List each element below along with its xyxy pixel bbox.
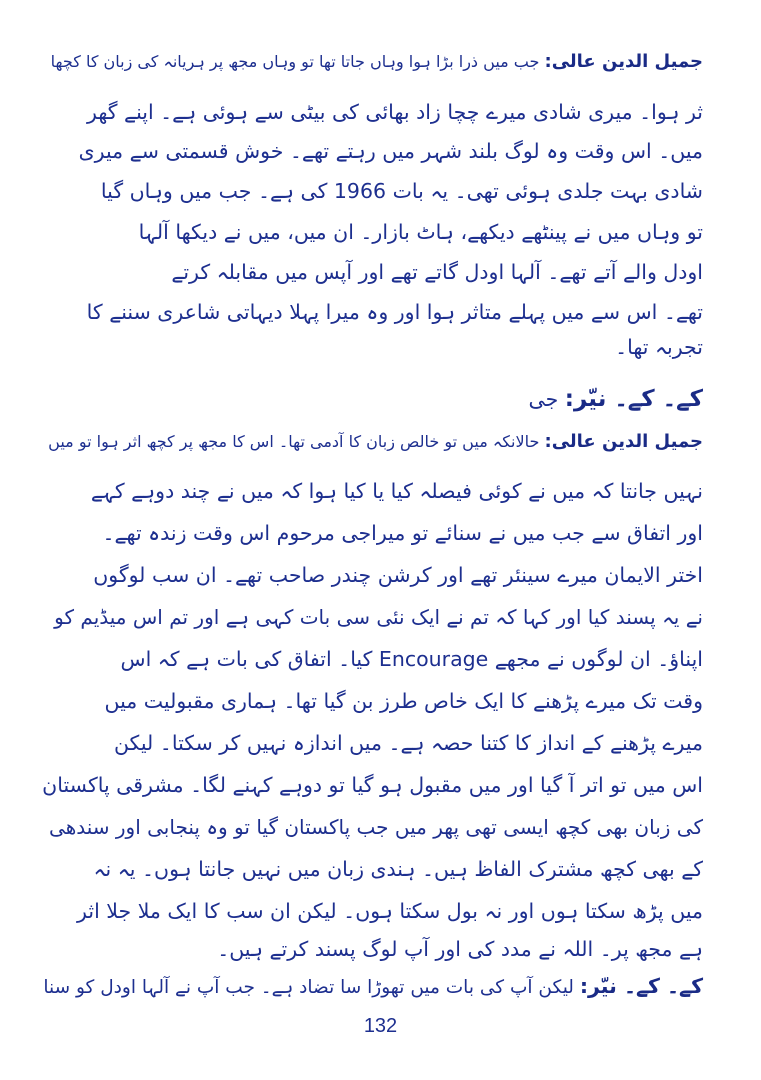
dialogue-line: تو وہاں میں نے پینٹھے دیکھے، ہاٹ بازار۔ ان میں، میں نے دیکھا آلہا — [138, 220, 703, 244]
dialogue-line: کی زبان بھی کچھ ایسی تھی پھر میں جب پاکستان گیا تو وہ پنجابی اور سندھی — [49, 815, 703, 839]
page-number: 132 — [363, 1015, 398, 1037]
dialogue-line: ثر ہوا۔ میری شادی میرے چچا زاد بھائی کی بیٹی سے ہوئی ہے۔ اپنے گھر — [87, 100, 703, 124]
dialogue-line — [43, 972, 703, 1002]
dialogue-line: میں پڑھ سکتا ہوں اور نہ بول سکتا ہوں۔ لیکن ان سب کا ایک ملا جلا اثر — [77, 899, 703, 923]
dialogue-line: کے بھی کچھ مشترک الفاظ ہیں۔ ہندی زبان میں نہیں جانتا ہوں۔ یہ نہ — [93, 857, 703, 881]
speaker-name: کے۔ کے۔ نیّر: — [579, 974, 703, 998]
dialogue-text: جی — [528, 387, 559, 411]
dialogue-text: حالانکہ میں تو خالص زبان کا آدمی تھا۔ اس کا مجھ پر کچھ اثر ہوا تو میں — [48, 432, 540, 451]
dialogue-line: اس میں تو اتر آ گیا اور میں مقبول ہو گیا تو دوہے کہنے لگا۔ مشرقی پاکستان — [42, 773, 703, 797]
dialogue-line: اور اتفاق سے جب میں نے سنائے تو میراجی مرحوم اس وقت زندہ تھے۔ — [102, 521, 703, 545]
dialogue-line: نے یہ پسند کیا اور کہا کہ تم نے ایک نئی سی بات کہی ہے اور تم اس میڈیم کو — [54, 605, 703, 629]
dialogue-line: شادی بہت جلدی ہوئی تھی۔ یہ بات 1966 کی ہے۔ جب میں وہاں گیا — [100, 179, 703, 203]
dialogue-line: وقت تک میرے پڑھنے کا ایک خاص طرز بن گیا تھا۔ ہماری مقبولیت میں — [104, 689, 703, 713]
dialogue-line: میرے پڑھنے کے انداز کا کتنا حصہ ہے۔ میں اندازہ نہیں کر سکتا۔ لیکن — [113, 731, 703, 755]
dialogue-text: جب میں ذرا بڑا ہوا وہاں جاتا تھا تو وہاں مجھ پر ہریانہ کی زبان کا کچھا — [50, 52, 540, 71]
dialogue-line — [48, 428, 703, 456]
speaker-name: جمیل الدین عالی: — [544, 51, 703, 72]
dialogue-line — [529, 385, 704, 413]
dialogue-line — [51, 48, 703, 76]
dialogue-line: اپناؤ۔ ان لوگوں نے مجھے Encourage کیا۔ اتفاق کی بات ہے کہ اس — [120, 647, 703, 671]
dialogue-line: نہیں جانتا کہ میں نے کوئی فیصلہ کیا یا کیا ہوا کہ میں نے چند دوہے کہے — [90, 479, 703, 503]
speaker-name: جمیل الدین عالی: — [544, 431, 703, 452]
dialogue-text: لیکن آپ کی بات میں تھوڑا سا تضاد ہے۔ جب آپ نے آلہا اودل کو سنا — [43, 977, 574, 998]
dialogue-line: تھے۔ اس سے میں پہلے متاثر ہوا اور وہ میرا پہلا دیہاتی شاعری سننے کا — [86, 300, 703, 324]
speaker-name: کے۔ کے۔ نیّر: — [564, 386, 703, 412]
dialogue-line: اختر الایمان میرے سینئر تھے اور کرشن چندر صاحب تھے۔ ان سب لوگوں — [93, 563, 703, 587]
dialogue-line: میں۔ اس وقت وہ لوگ بلند شہر میں رہتے تھے۔ خوش قسمتی سے میری — [78, 139, 703, 163]
dialogue-line: تجربہ تھا۔ — [615, 335, 703, 359]
dialogue-line: ہے مجھ پر۔ اللہ نے مدد کی اور آپ لوگ پسند کرتے ہیں۔ — [217, 937, 703, 961]
dialogue-line: اودل والے آتے تھے۔ آلہا اودل گاتے تھے اور آپس میں مقابلہ کرتے — [171, 260, 703, 284]
